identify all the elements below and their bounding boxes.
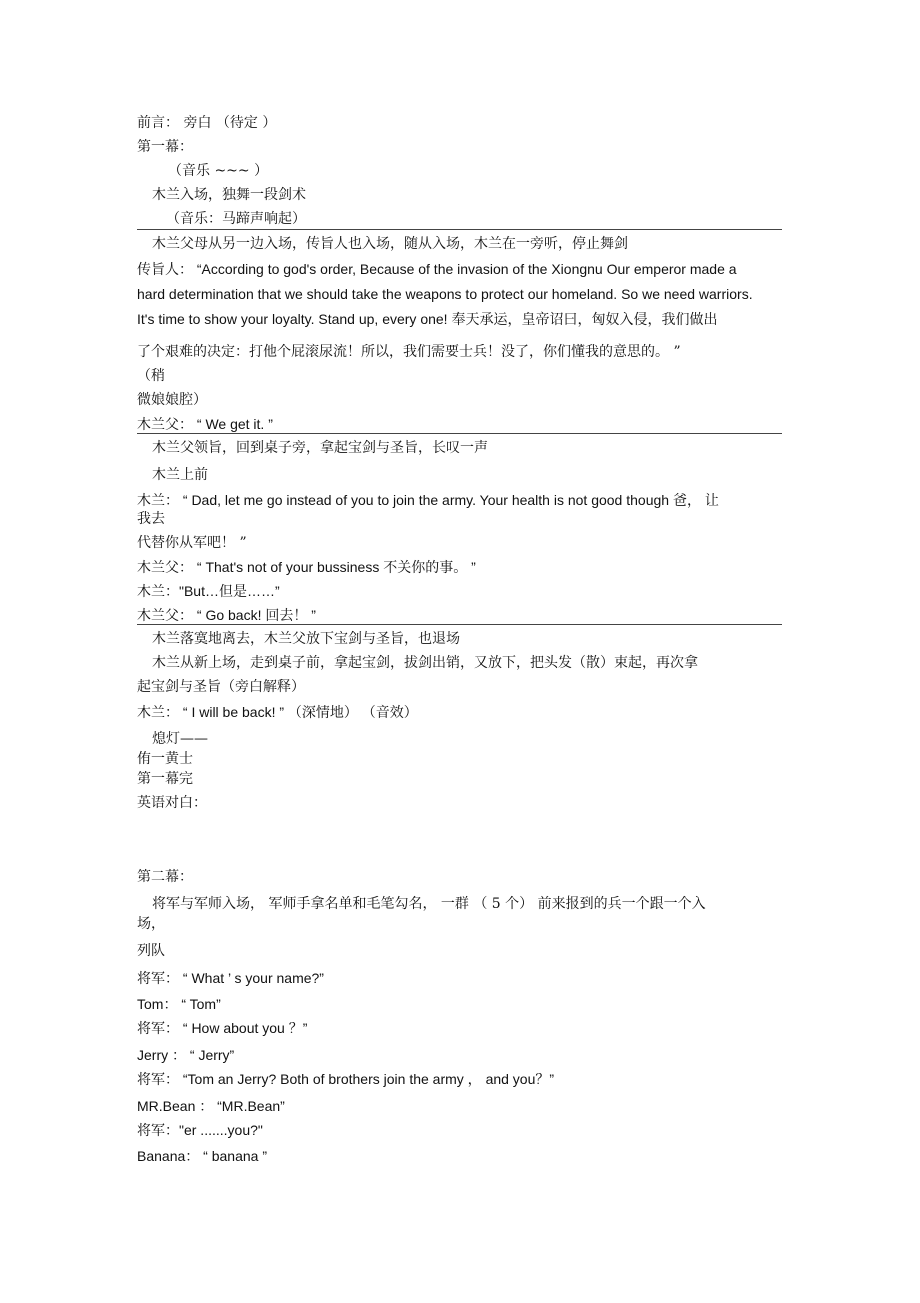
act-one-end: 第一幕完 — [137, 771, 193, 787]
stage-direction: （稍 — [137, 368, 165, 384]
dialogue-line: 将军： “ How about you ？” — [137, 1020, 308, 1036]
stage-direction: 起宝剑与圣旨（旁白解释） — [137, 679, 305, 695]
divider — [137, 624, 782, 625]
preface-line: 前言： 旁白 （待定 ） — [137, 115, 277, 131]
stage-direction: 熄灯—— — [152, 731, 208, 747]
stage-direction: 列队 — [137, 943, 165, 959]
act-two-heading: 第二幕： — [137, 869, 193, 885]
dialogue-line: 代替你从军吧！ ” — [137, 535, 247, 551]
dialogue-line: 木兰父： “ Go back! 回去！ ” — [137, 607, 316, 623]
stage-direction: 微娘娘腔） — [137, 392, 207, 408]
dialogue-line: 将军："er .......you?" — [137, 1122, 263, 1138]
stage-direction: 将军与军师入场， 军师手拿名单和毛笔勾名， 一群 （ 5 个） 前来报到的兵一个跟一个入 — [152, 896, 706, 912]
divider — [137, 229, 782, 230]
dialogue-line: hard determination that we should take the weapons to protect our homeland. So we need warriors. — [137, 286, 753, 302]
stage-direction: 木兰从新上场，走到桌子前，拿起宝剑，拔剑出销，又放下，把头发（散）束起，再次拿 — [152, 655, 698, 671]
dialogue-line: 木兰父： “ That's not of your bussiness 不关你的事。 ” — [137, 559, 476, 575]
act-one-heading: 第一幕： — [137, 139, 193, 155]
divider — [137, 433, 782, 434]
dialogue-line: 了个艰难的决定：打他个屁滚尿流！所以，我们需要士兵！没了，你们懂我的意思的。 ” — [137, 344, 681, 360]
stage-direction: 木兰父母从另一边入场，传旨人也入场，随从入场，木兰在一旁听，停止舞剑 — [152, 236, 628, 252]
dialogue-line: Banana： “ banana ” — [137, 1148, 267, 1164]
dialogue-line: 将军： “ What ’ s your name?” — [137, 970, 324, 986]
dialogue-line: Tom： “ Tom” — [137, 996, 221, 1012]
dialogue-line: 木兰： “ I will be back! ” （深情地） （音效） — [137, 704, 418, 720]
dialogue-line: 传旨人： “According to god's order, Because of the invasion of the Xiongnu Our emperor made a — [137, 261, 737, 277]
dialogue-line: 将军： “Tom an Jerry? Both of brothers join the army ， and you？” — [137, 1071, 555, 1087]
stage-direction: 木兰落寞地离去，木兰父放下宝剑与圣旨，也退场 — [152, 631, 460, 647]
stage-direction: （音乐 ~~~ ） — [168, 163, 269, 179]
dialogue-line: 木兰： “ Dad, let me go instead of you to join the army. Your health is not good though 爸， 让 — [137, 492, 719, 508]
dialogue-line: MR.Bean ： “MR.Bean” — [137, 1098, 285, 1114]
dialogue-line: 木兰："But…但是……” — [137, 583, 280, 599]
stage-direction: 场， — [137, 916, 165, 932]
stage-direction: （音乐：马蹄声响起） — [166, 211, 306, 227]
stage-direction: 木兰上前 — [152, 467, 208, 483]
dialogue-line: 我去 — [137, 511, 165, 527]
dialogue-line: 木兰父： “ We get it. ” — [137, 416, 273, 432]
english-dialogue-heading: 英语对白： — [137, 795, 207, 811]
dialogue-line: Jerry ： “ Jerry” — [137, 1047, 235, 1063]
note-line: 侑一黄士 — [137, 751, 193, 767]
stage-direction: 木兰入场，独舞一段剑术 — [152, 187, 306, 203]
dialogue-line: It's time to show your loyalty. Stand up, every one! 奉天承运，皇帝诏曰，匈奴入侵，我们做出 — [137, 311, 718, 327]
stage-direction: 木兰父领旨，回到桌子旁，拿起宝剑与圣旨，长叹一声 — [152, 440, 488, 456]
